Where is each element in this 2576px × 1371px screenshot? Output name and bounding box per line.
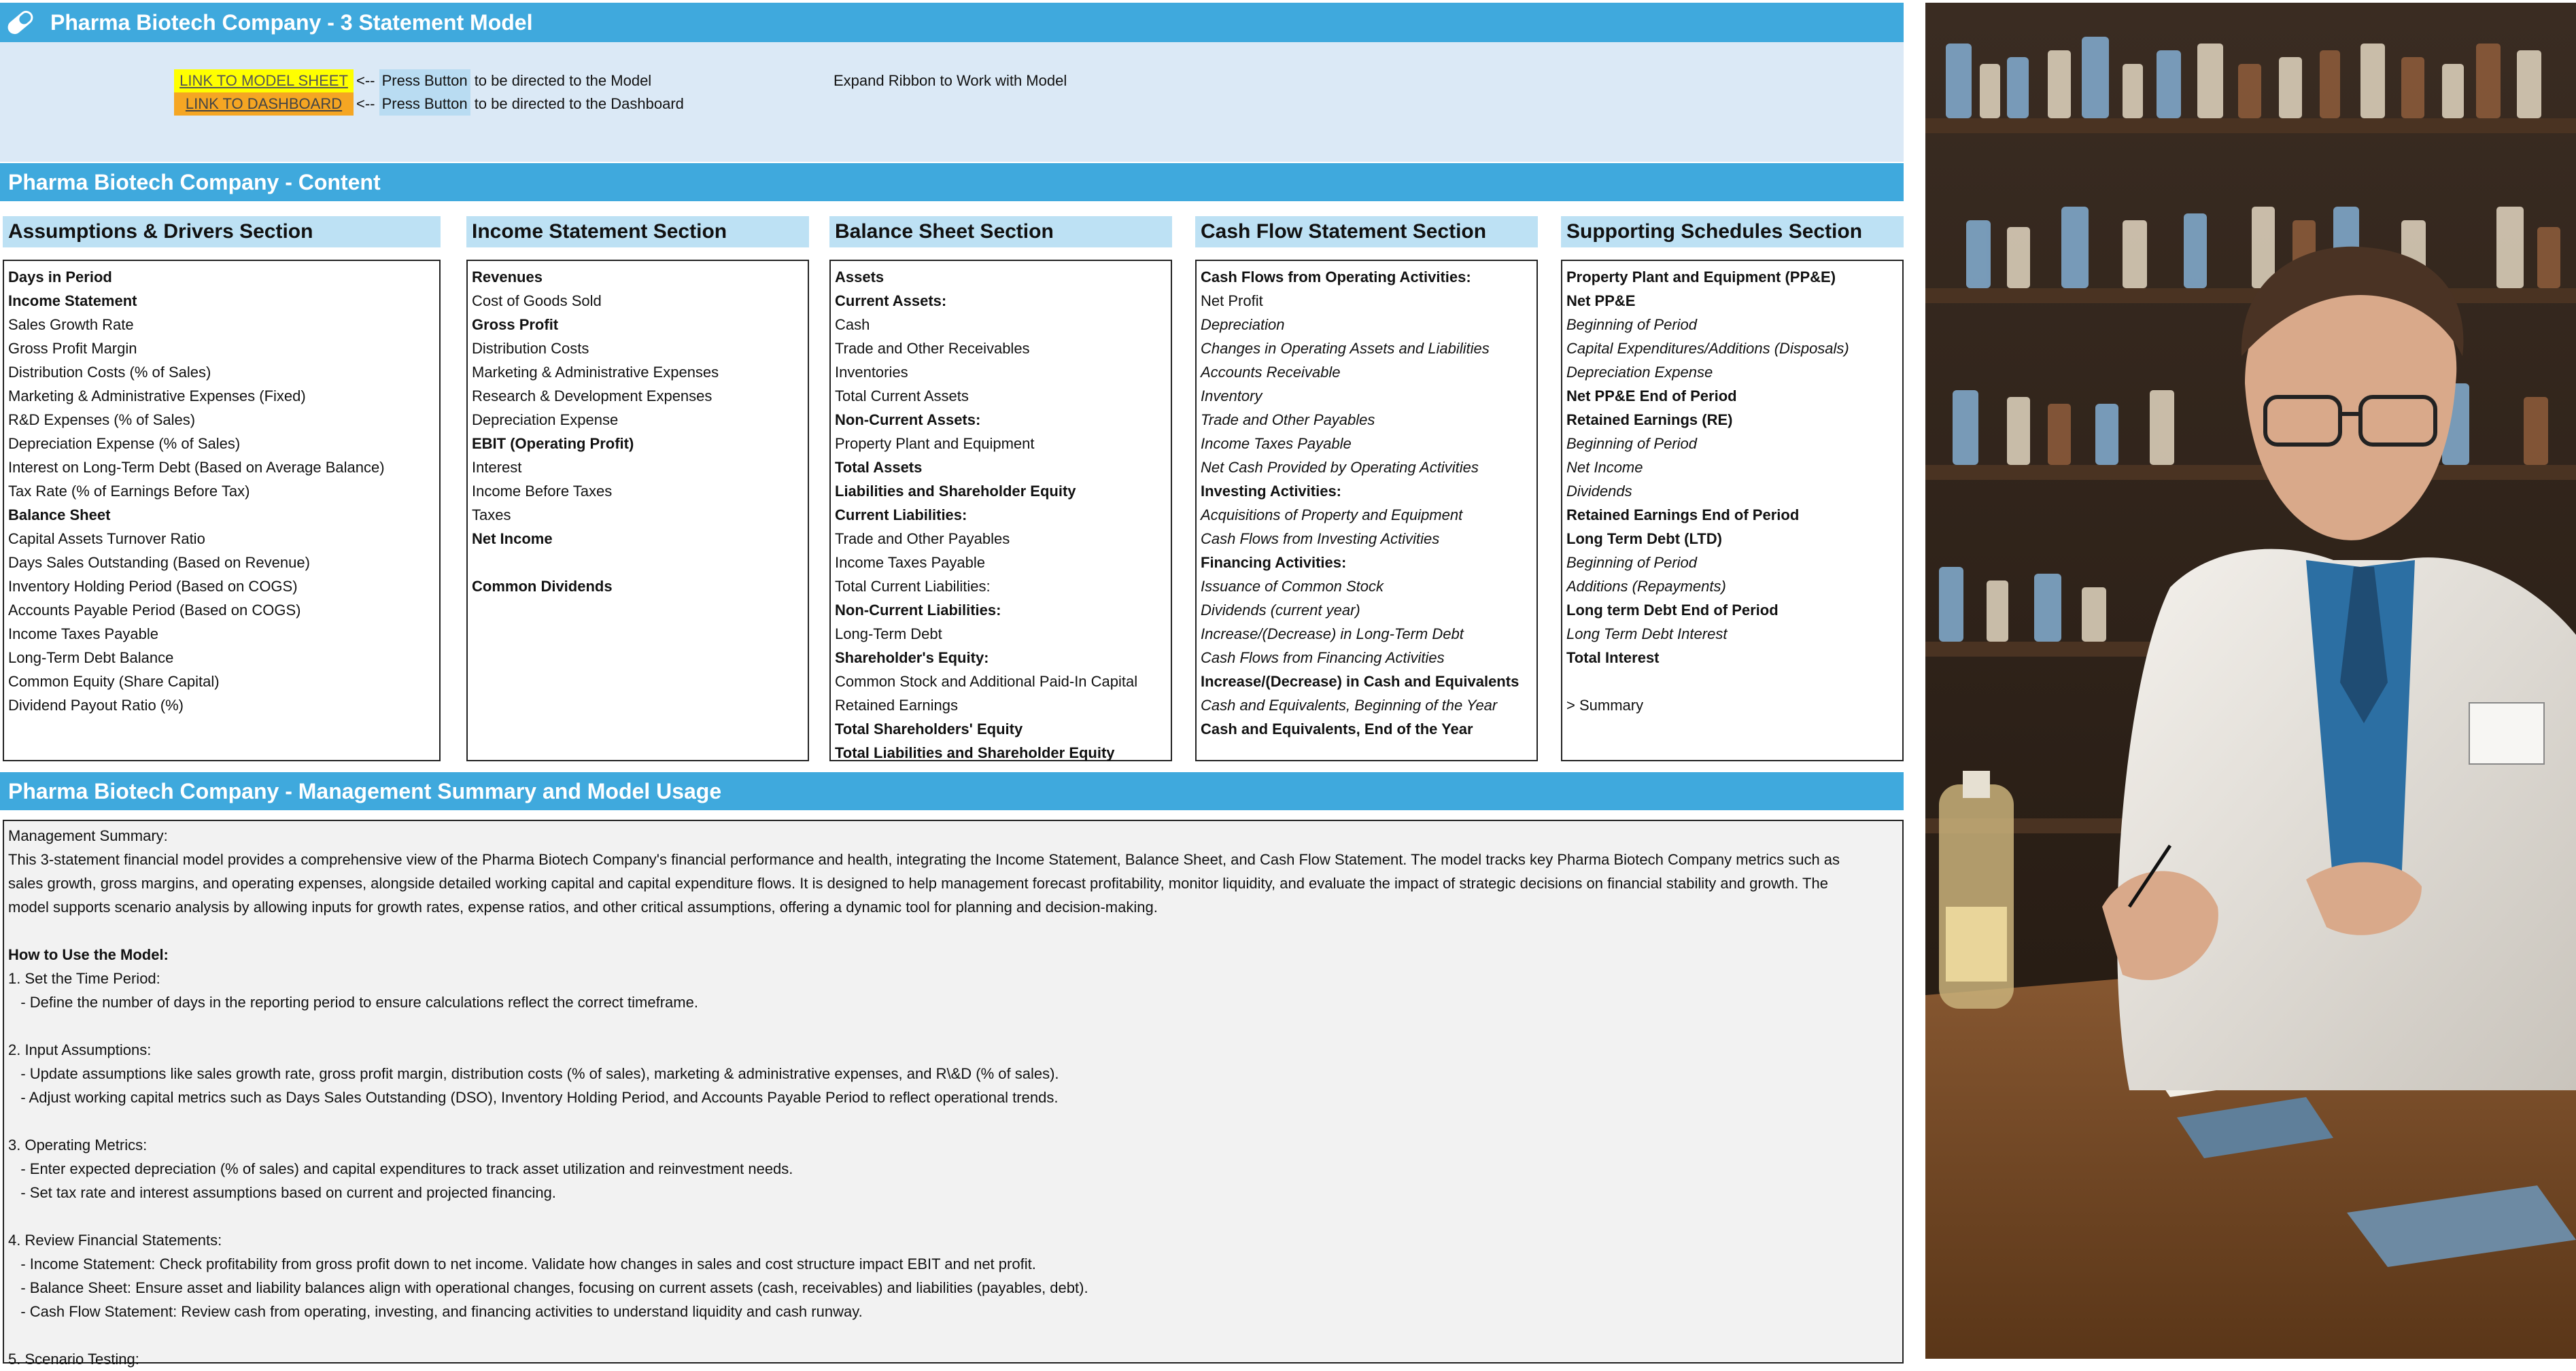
column-item: Inventories [835, 364, 908, 381]
pill-icon [0, 3, 41, 42]
column-item: Common Dividends [472, 578, 613, 595]
column-item: Cash [835, 316, 870, 333]
model-hint [356, 69, 651, 92]
column-item: Interest on Long-Term Debt (Based on Average Balance) [8, 459, 385, 476]
summary-line: - Cash Flow Statement: Review cash from operating, investing, and financing activities to understand liquidity and cash runway. [8, 1303, 863, 1320]
column-item: R&D Expenses (% of Sales) [8, 411, 196, 428]
column-item: Retained Earnings End of Period [1566, 506, 1800, 523]
link-to-dashboard-button[interactable]: LINK TO DASHBOARD [174, 92, 354, 116]
column-item: Investing Activities: [1201, 483, 1342, 500]
column-item: Capital Assets Turnover Ratio [8, 530, 205, 547]
summary-line: - Income Statement: Check profitability from gross profit down to net income. Validate how changes in sales and cost structure impact EBIT and net profit. [8, 1255, 1036, 1272]
column-item: Distribution Costs [472, 340, 589, 357]
model-hint-press: Press Button [379, 69, 470, 92]
column-item: Gross Profit [472, 316, 559, 333]
summary-line [8, 1109, 1898, 1133]
column-item: Property Plant and Equipment (PP&E) [1566, 268, 1836, 285]
column-item: Additions (Repayments) [1566, 578, 1726, 595]
column-item: Trade and Other Payables [835, 530, 1010, 547]
summary-line [8, 1323, 1898, 1347]
column-item: Trade and Other Payables [1201, 411, 1375, 428]
column-item: Net Profit [1201, 292, 1263, 309]
column-item: Net PP&E [1566, 292, 1636, 309]
summary-line: - Balance Sheet: Ensure asset and liability balances align with operational changes, focusing on current assets (cash, receivables) and liabilities (payables, debt). [8, 1279, 1088, 1296]
column-item: Assets [835, 268, 885, 285]
column-item: Income Statement [8, 292, 137, 309]
column-item: Net Income [472, 530, 553, 547]
column-item: Income Taxes Payable [8, 625, 158, 642]
column-item: Income Before Taxes [472, 483, 613, 500]
link-to-model-button[interactable]: LINK TO MODEL SHEET [174, 69, 354, 92]
column-item: Sales Growth Rate [8, 316, 134, 333]
column-item: Long-Term Debt Balance [8, 649, 174, 666]
summary-line: This 3-statement financial model provides a comprehensive view of the Pharma Biotech Company's financial performance and health, integrating the Income Statement, Balance Sheet, and Cash Flow Statement. The model tracks key Pharma Biotech Company metrics such as [8, 851, 1840, 868]
ribbon-hint: Expand Ribbon to Work with Model [834, 72, 1067, 89]
management-summary-box [3, 820, 1904, 1368]
column-item: Total Shareholders' Equity [835, 721, 1023, 737]
column-heading: Income Statement Section [466, 216, 809, 247]
column-item: Net Cash Provided by Operating Activities [1201, 459, 1479, 476]
column-box [3, 260, 441, 761]
column-item: Inventory Holding Period (Based on COGS) [8, 578, 298, 595]
column-item: Marketing & Administrative Expenses [472, 364, 719, 381]
column-item: Property Plant and Equipment [835, 435, 1035, 452]
column-item: Gross Profit Margin [8, 340, 137, 357]
column-item: > Summary [1566, 697, 1644, 714]
column-item: Beginning of Period [1566, 554, 1698, 571]
column-item: Total Current Assets [835, 387, 969, 404]
column-item: Common Equity (Share Capital) [8, 673, 220, 690]
column-item: Increase/(Decrease) in Cash and Equivalents [1201, 673, 1519, 690]
column-item: Income Taxes Payable [835, 554, 985, 571]
column-item: Long Term Debt (LTD) [1566, 530, 1722, 547]
column-item [1562, 670, 1902, 693]
column-box [1195, 260, 1538, 761]
pharmacist-illustration [1925, 3, 2576, 1359]
column-item: Beginning of Period [1566, 316, 1698, 333]
column-item: Increase/(Decrease) in Long-Term Debt [1201, 625, 1464, 642]
summary-line: How to Use the Model: [8, 946, 169, 963]
column-item: Dividend Payout Ratio (%) [8, 697, 184, 714]
column-item: Non-Current Assets: [835, 411, 981, 428]
column-box [1561, 260, 1904, 761]
column-box [466, 260, 809, 761]
summary-line: sales growth, gross margins, and operating expenses, alongside detailed working capital and capital expenditure flows. It is designed to help management forecast profitability, monitor liquidity, and evaluate the impact of strategic decisions on financial stability and growth. The [8, 875, 1828, 892]
column-item: Acquisitions of Property and Equipment [1201, 506, 1463, 523]
column-item: Net Income [1566, 459, 1643, 476]
summary-line: 4. Review Financial Statements: [8, 1232, 222, 1249]
column-item: Common Stock and Additional Paid-In Capital [835, 673, 1138, 690]
column-heading: Assumptions & Drivers Section [3, 216, 441, 247]
column-item: Changes in Operating Assets and Liabilities [1201, 340, 1490, 357]
column-item: Cash and Equivalents, Beginning of the Year [1201, 697, 1498, 714]
summary-line: 2. Input Assumptions: [8, 1041, 152, 1058]
column-item: Total Liabilities and Shareholder Equity [835, 744, 1115, 761]
page-title: Pharma Biotech Company - 3 Statement Model [50, 10, 533, 35]
column-item: Issuance of Common Stock [1201, 578, 1384, 595]
column-item: Long-Term Debt [835, 625, 942, 642]
column-heading: Balance Sheet Section [829, 216, 1172, 247]
column-item: Liabilities and Shareholder Equity [835, 483, 1076, 500]
column-item: Revenues [472, 268, 543, 285]
column-item: Tax Rate (% of Earnings Before Tax) [8, 483, 250, 500]
column-item: Dividends (current year) [1201, 602, 1360, 619]
column-item: Trade and Other Receivables [835, 340, 1030, 357]
column-item: Beginning of Period [1566, 435, 1698, 452]
column-item: Cash Flows from Operating Activities: [1201, 268, 1471, 285]
summary-line [8, 919, 1898, 943]
column-item: Cost of Goods Sold [472, 292, 602, 309]
column-item: Cash and Equivalents, End of the Year [1201, 721, 1473, 737]
summary-line [8, 1014, 1898, 1038]
column-item: Depreciation [1201, 316, 1285, 333]
summary-line: Management Summary: [8, 827, 168, 844]
column-item: Research & Development Expenses [472, 387, 712, 404]
dashboard-hint [356, 92, 684, 116]
column-item: Accounts Payable Period (Based on COGS) [8, 602, 301, 619]
dashboard-hint-press: Press Button [379, 92, 470, 116]
column-item: Depreciation Expense [472, 411, 619, 428]
column-item: Depreciation Expense [1566, 364, 1713, 381]
summary-section-title: Pharma Biotech Company - Management Summary and Model Usage [0, 772, 1904, 810]
column-item: Total Current Liabilities: [835, 578, 991, 595]
summary-line: - Enter expected depreciation (% of sales) and capital expenditures to track asset utilization and reinvestment needs. [8, 1160, 793, 1177]
column-item: Shareholder's Equity: [835, 649, 989, 666]
column-item: Days in Period [8, 268, 112, 285]
column-item: Capital Expenditures/Additions (Disposals) [1566, 340, 1849, 357]
column-item: Inventory [1201, 387, 1263, 404]
column-item: Interest [472, 459, 522, 476]
model-hint-arrow: <-- [356, 72, 379, 89]
dashboard-hint-suffix: to be directed to the Dashboard [470, 95, 684, 112]
column-item: Non-Current Liabilities: [835, 602, 1001, 619]
column-item: Cash Flows from Financing Activities [1201, 649, 1445, 666]
column-item: Current Assets: [835, 292, 947, 309]
column-item: Financing Activities: [1201, 554, 1347, 571]
column-heading: Cash Flow Statement Section [1195, 216, 1538, 247]
summary-line: 3. Operating Metrics: [8, 1136, 148, 1153]
column-item: Retained Earnings [835, 697, 959, 714]
dashboard-hint-arrow: <-- [356, 95, 379, 112]
column-item: Retained Earnings (RE) [1566, 411, 1733, 428]
summary-line: 1. Set the Time Period: [8, 970, 160, 987]
column-item: Accounts Receivable [1201, 364, 1341, 381]
column-item: Long term Debt End of Period [1566, 602, 1779, 619]
summary-line: - Set tax rate and interest assumptions based on current and projected financing. [8, 1184, 556, 1201]
column-item: Current Liabilities: [835, 506, 967, 523]
column-item: EBIT (Operating Profit) [472, 435, 634, 452]
column-item: Cash Flows from Investing Activities [1201, 530, 1440, 547]
column-item: Total Interest [1566, 649, 1660, 666]
column-item: Distribution Costs (% of Sales) [8, 364, 211, 381]
links-band [0, 42, 1904, 162]
column-item: Marketing & Administrative Expenses (Fixed) [8, 387, 306, 404]
summary-line: 5. Scenario Testing: [8, 1351, 139, 1368]
column-box [829, 260, 1172, 761]
model-hint-suffix: to be directed to the Model [470, 72, 652, 89]
column-item: Balance Sheet [8, 506, 111, 523]
column-item: Total Assets [835, 459, 923, 476]
column-item: Dividends [1566, 483, 1632, 500]
summary-line: - Adjust working capital metrics such as Days Sales Outstanding (DSO), Inventory Holding Period, and Accounts Payable Period to reflect operational trends. [8, 1089, 1059, 1106]
summary-line [8, 1204, 1898, 1228]
column-item: Days Sales Outstanding (Based on Revenue) [8, 554, 310, 571]
column-item: Taxes [472, 506, 511, 523]
header-bar [0, 3, 1904, 42]
summary-line: - Update assumptions like sales growth rate, gross profit margin, distribution costs (% of sales), marketing & administrative expenses, and R\&D (% of sales). [8, 1065, 1059, 1082]
column-item: Long Term Debt Interest [1566, 625, 1728, 642]
content-section-title: Pharma Biotech Company - Content [0, 163, 1904, 201]
summary-line: - Define the number of days in the reporting period to ensure calculations reflect the correct timeframe. [8, 994, 698, 1011]
column-item [468, 551, 808, 574]
column-item: Depreciation Expense (% of Sales) [8, 435, 241, 452]
column-item: Net PP&E End of Period [1566, 387, 1737, 404]
column-heading: Supporting Schedules Section [1561, 216, 1904, 247]
summary-line: model supports scenario analysis by allowing inputs for growth rates, expense ratios, and other critical assumptions, offering a dynamic tool for planning and decision-making. [8, 899, 1158, 916]
column-item: Income Taxes Payable [1201, 435, 1352, 452]
